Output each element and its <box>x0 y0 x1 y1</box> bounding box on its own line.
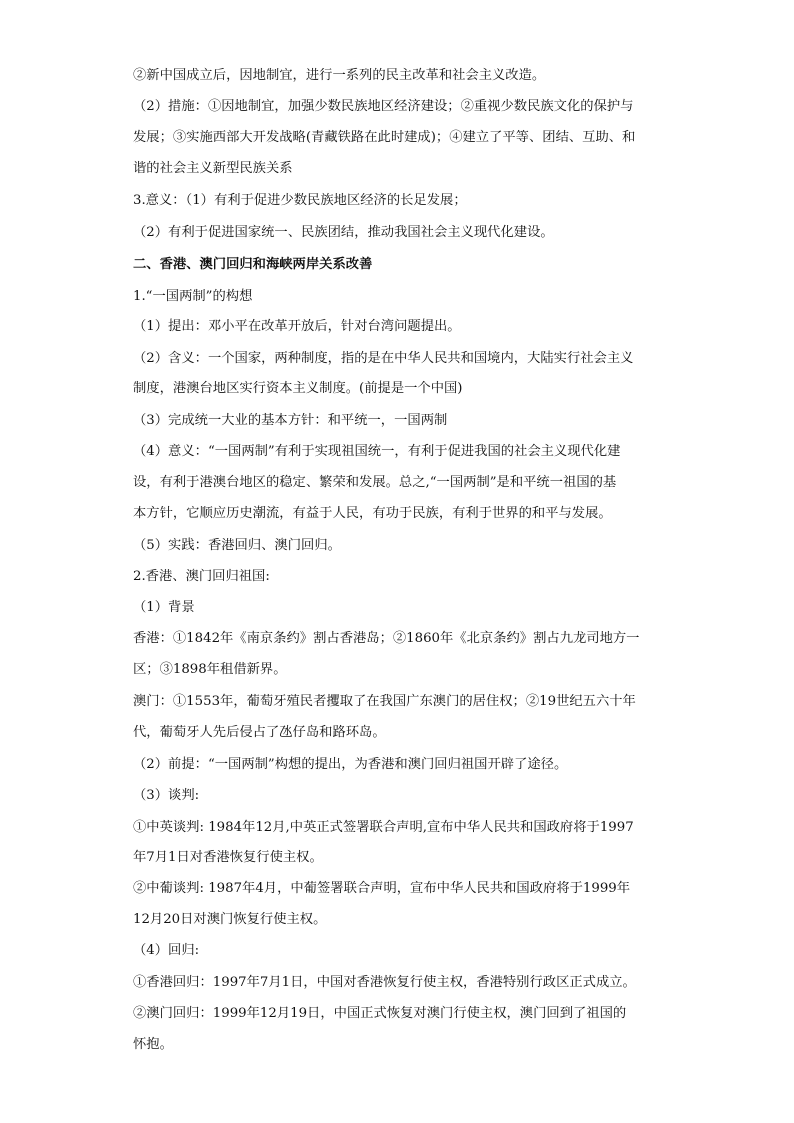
text-line: 代，葡萄牙人先后侵占了氹仔岛和路环岛。 <box>133 725 386 740</box>
text-line: ①中英谈判: 1984年12月,中英正式签署联合声明,宣布中华人民共和国政府将于1997 <box>133 820 634 835</box>
text-line: ②中葡谈判: 1987年4月，中葡签署联合声明，宣布中华人民共和国政府将于1999年 <box>133 881 631 896</box>
text-line: 年7月1日对香港恢复行使主权。 <box>133 850 323 865</box>
text-line: 设，有利于港澳台地区的稳定、繁荣和发展。总之,“一国两制”是和平统一祖国的基 <box>133 475 617 490</box>
text-line: （2）前提：“一国两制”构想的提出，为香港和澳门回归祖国开辟了途径。 <box>133 757 568 772</box>
text-line: 香港：①1842年《南京条约》割占香港岛；②1860年《北京条约》割占九龙司地方一 <box>133 631 640 646</box>
text-line: （2）措施：①因地制宜，加强少数民族地区经济建设；②重视少数民族文化的保护与 <box>133 99 634 114</box>
section-heading: 二、香港、澳门回归和海峡两岸关系改善 <box>133 257 373 272</box>
text-line: 发展；③实施西部大开发战略(青藏铁路在此时建成)；④建立了平等、团结、互助、和 <box>133 130 636 145</box>
text-line: 怀抱。 <box>133 1037 173 1052</box>
text-line: （3）谈判: <box>133 788 200 803</box>
text-line: 1.“一国两制”的构想 <box>133 289 253 304</box>
text-line: （1）背景 <box>133 600 195 615</box>
text-line: 3.意义：（1）有利于促进少数民族地区经济的长足发展； <box>133 193 467 208</box>
text-line: （4）意义：“一国两制”有利于实现祖国统一，有利于促进我国的社会主义现代化建 <box>133 444 621 459</box>
text-line: ②澳门回归：1999年12月19日，中国正式恢复对澳门行使主权，澳门回到了祖国的 <box>133 1006 627 1021</box>
text-line: 谐的社会主义新型民族关系 <box>133 161 293 176</box>
text-line: （1）提出：邓小平在改革开放后，针对台湾问题提出。 <box>133 319 461 334</box>
text-line: （3）完成统一大业的基本方针：和平统一，一国两制 <box>133 413 448 428</box>
text-line: 12月20日对澳门恢复行使主权。 <box>133 912 327 927</box>
text-line: 澳门：①1553年，葡萄牙殖民者攫取了在我国广东澳门的居住权；②19世纪五六十年 <box>133 694 636 709</box>
text-line: （5）实践：香港回归、澳门回归。 <box>133 538 341 553</box>
text-line: ①香港回归：1997年7月1日，中国对香港恢复行使主权，香港特别行政区正式成立。 <box>133 975 636 990</box>
text-line: （4）回归: <box>133 943 200 958</box>
text-line: （2）有利于促进国家统一、民族团结，推动我国社会主义现代化建设。 <box>133 225 554 240</box>
text-line: ②新中国成立后，因地制宜，进行一系列的民主改革和社会主义改造。 <box>133 68 546 83</box>
text-line: 制度，港澳台地区实行资本主义制度。(前提是一个中国) <box>133 381 463 396</box>
text-line: 2.香港、澳门回归祖国: <box>133 569 270 584</box>
text-line: 区；③1898年租借新界。 <box>133 662 287 677</box>
text-line: 本方针，它顺应历史潮流，有益于人民，有功于民族，有利于世界的和平与发展。 <box>133 506 612 521</box>
text-line: （2）含义：一个国家，两种制度，指的是在中华人民共和国境内，大陆实行社会主义 <box>133 351 634 366</box>
